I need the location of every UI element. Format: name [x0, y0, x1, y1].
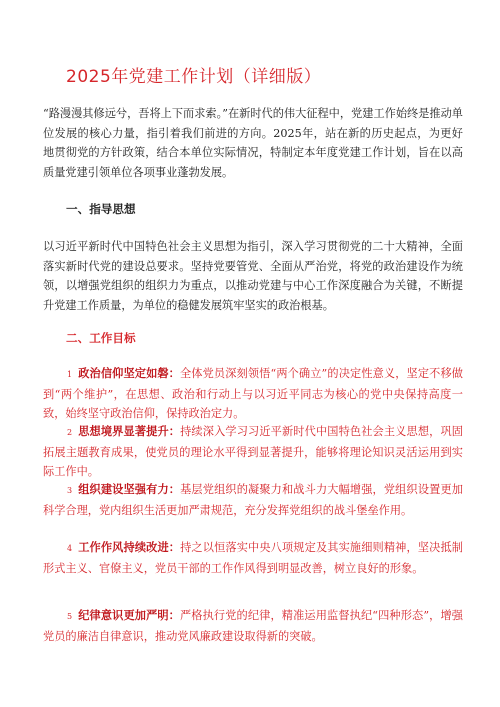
- goal-lead: 组织建设坚强有力：: [78, 483, 181, 496]
- goal-text: 持续深入学习习近平新时代中国特色社会主义思想，巩固拓展主题教育成果，使党员的理论水平得到显著提升，能够将理论知识灵活运用到实际工作中。: [43, 425, 463, 479]
- section-heading-work-goals: 二、工作目标: [66, 331, 136, 345]
- goal-number: 3: [67, 486, 73, 495]
- goal-item: [43, 364, 463, 424]
- goal-text: 全体党员深刻领悟“两个确立”的决定性意义，坚定不移做到“两个维护”，在思想、政治和行动上与以习近平同志为核心的党中央保持高度一致，始终坚守政治信仰，保持政治定力。: [43, 367, 463, 421]
- goal-lead: 思想境界显著提升：: [78, 425, 181, 438]
- goal-number: 2: [67, 428, 73, 437]
- goal-number: 5: [67, 612, 73, 621]
- goal-number: 4: [67, 544, 73, 553]
- goal-text: 基层党组织的凝聚力和战斗力大幅增强，党组织设置更加科学合理，党内组织生活更加严肃规范，充分发挥党组织的战斗堡垒作用。: [43, 483, 463, 517]
- goal-item: [43, 422, 463, 482]
- goal-lead: 纪律意识更加严明：: [78, 609, 180, 622]
- goal-lead: 政治信仰坚定如磐：: [78, 367, 180, 380]
- goal-text: 持之以恒落实中央八项规定及其实施细则精神，坚决抵制形式主义、官僚主义，党员干部的工作作风得到明显改善，树立良好的形象。: [43, 541, 463, 575]
- goal-item: [43, 538, 463, 578]
- goal-lead: 工作作风持续改进：: [78, 541, 181, 554]
- goal-item: [43, 480, 463, 520]
- goal-item: [43, 606, 463, 646]
- document-title: 2025年党建工作计划（详细版）: [66, 67, 322, 87]
- goal-number: 1: [67, 370, 73, 379]
- intro-paragraph: “路漫漫其修远兮，吾将上下而求索。”在新时代的伟大征程中，党建工作始终是推动单位发展的核心力量，指引着我们前进的方向。2025年，站在新的历史起点，为更好地贯彻党的方针政策，结合本单位实际情况，特制定本年度党建工作计划，旨在以高质量党建引领单位各项事业蓬勃发展。: [43, 107, 463, 179]
- section-heading-guiding-ideology: 一、指导思想: [66, 202, 136, 216]
- goal-text: 严格执行党的纪律，精准运用监督执纪“四种形态”，增强党员的廉洁自律意识，推动党风廉政建设取得新的突破。: [43, 609, 463, 643]
- guiding-ideology-paragraph: 以习近平新时代中国特色社会主义思想为指引，深入学习贯彻党的二十大精神，全面落实新时代党的建设总要求。坚持党要管党、全面从严治党，将党的政治建设作为统领，以增强党组织的组织力为重点，以推动党建与中心工作深度融合为关键，不断提升党建工作质量，为单位的稳健发展筑牢坚实的政治根基。: [43, 240, 463, 312]
